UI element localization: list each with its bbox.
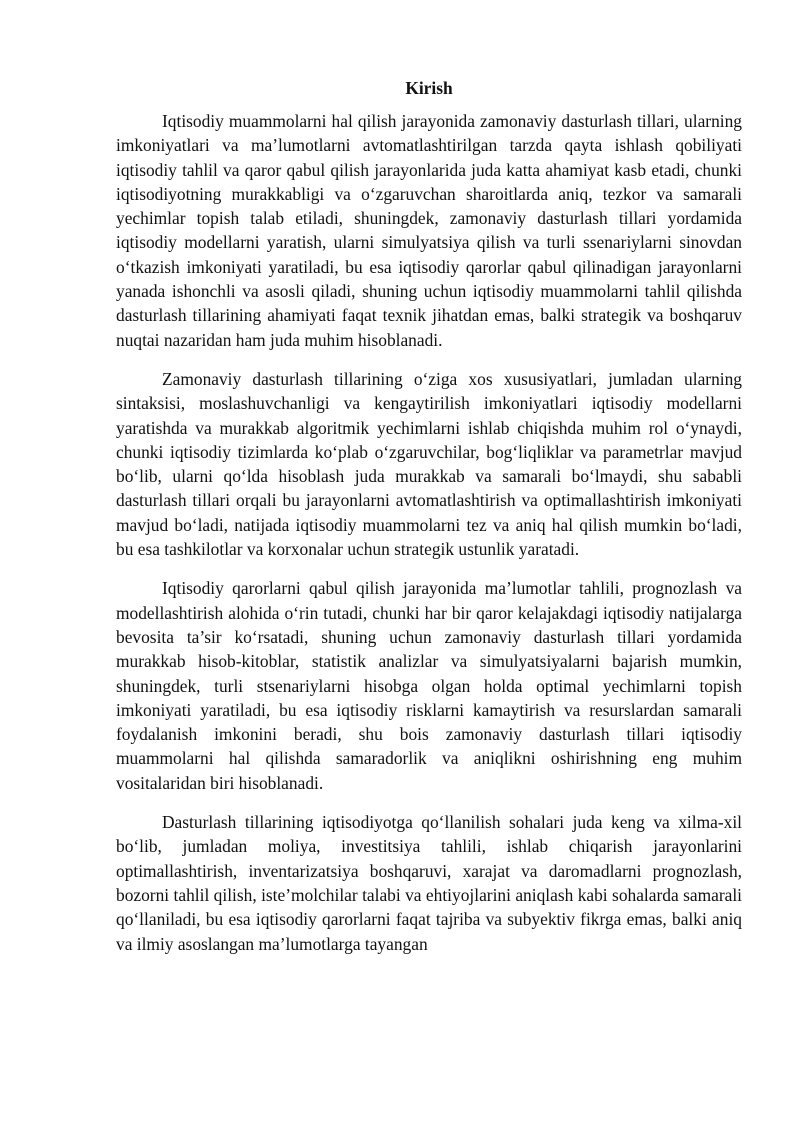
paragraph-2: Zamonaviy dasturlash tillarining o‘ziga xos xususiyatlari, jumladan ularning sintaksisi, moslashuvchanligi va kengaytirilish imkoniyatlari iqtisodiy modellarni yaratishda va murakkab algoritmik yechimlarni ishlab chiqishda muhim rol o‘ynaydi, chunki iqtisodiy tizimlarda ko‘plab o‘zgaruvchilar, bog‘liqliklar va parametrlar mavjud bo‘lib, ularni qo‘lda hisoblash juda murakkab va samarali bo‘lmaydi, shu sababli dasturlash tillari orqali bu jarayonlarni avtomatlashtirish va optimallashtirish imkoniyati mavjud bo‘ladi, natijada iqtisodiy muammolarni tez va aniq hal qilish mumkin bo‘ladi, bu esa tashkilotlar va korxonalar uchun strategik ustunlik yaratadi. — [116, 368, 742, 560]
document-page — [116, 76, 742, 971]
paragraph-4: Dasturlash tillarining iqtisodiyotga qo‘llanilish sohalari juda keng va xilma-xil bo‘lib, jumladan moliya, investitsiya tahlili, ishlab chiqarish jarayonlarini optimallashtirish, inventarizatsiya boshqaruvi, xarajat va daromadlarni prognozlash, bozorni tahlil qilish, iste’molchilar talabi va ehtiyojlarini aniqlash kabi sohalarda samarali qo‘llaniladi, bu esa iqtisodiy qarorlarni faqat tajriba va subyektiv fikrga emas, balki aniq va ilmiy asoslangan ma’lumotlarga tayangan — [116, 812, 742, 954]
section-title: Kirish — [405, 78, 453, 98]
paragraph-3: Iqtisodiy qarorlarni qabul qilish jarayonida ma’lumotlar tahlili, prognozlash va modellashtirish alohida o‘rin tutadi, chunki har bir qaror kelajakdagi iqtisodiy natijalarga bevosita ta’sir ko‘rsatadi, shuning uchun zamonaviy dasturlash tillari yordamida murakkab hisob-kitoblar, statistik analizlar va simulyatsiyalarni bajarish mumkin, shuningdek, turli stsenariylarni hisobga olgan holda optimal yechimlarni topish imkoniyati yaratiladi, bu esa iqtisodiy risklarni kamaytirish va resurslardan samarali foydalanish imkonini beradi, shu bois zamonaviy dasturlash tillari iqtisodiy muammolarni hal qilishda samaradorlik va aniqlikni oshirishning eng muhim vositalaridan biri hisoblanadi. — [116, 578, 742, 793]
paragraph-1: Iqtisodiy muammolarni hal qilish jarayonida zamonaviy dasturlash tillari, ularning imkoniyatlari va ma’lumotlarni avtomatlashtirilgan tarzda qayta ishlash qobiliyati iqtisodiy tahlil va qaror qabul qilish jarayonlarida juda katta ahamiyat kasb etadi, chunki iqtisodiyotning murakkabligi va o‘zgaruvchan sharoitlarda aniq, tezkor va samarali yechimlar topish talab etiladi, shuningdek, zamonaviy dasturlash tillari yordamida iqtisodiy modellarni yaratish, ularni simulyatsiya qilish va turli ssenariylarni sinovdan o‘tkazish imkoniyati yaratiladi, bu esa iqtisodiy qarorlar qabul qilinadigan jarayonlarni yanada ishonchli va asosli qiladi, shuning uchun iqtisodiy muammolarni tahlil qilishda dasturlash tillarining ahamiyati faqat texnik jihatdan emas, balki strategik va boshqaruv nuqtai nazaridan ham juda muhim hisoblanadi. — [116, 111, 742, 350]
